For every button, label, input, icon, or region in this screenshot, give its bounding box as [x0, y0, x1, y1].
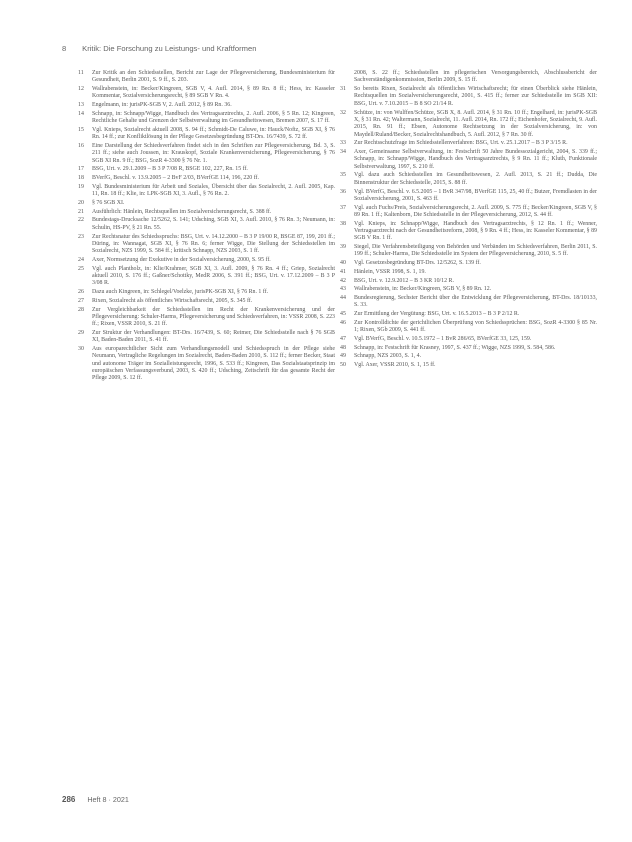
footnote-text: Vgl. BVerfG, Beschl. v. 10.5.1972 – 1 BvR 286/65, BVerfGE 33, 125, 159. [354, 335, 532, 342]
footnote-number: 47 [340, 335, 346, 342]
footnote [342, 336, 597, 343]
footnote-text: Vgl. auch Plantholz, in: Klie/Krahmer, SGB XI, 3. Aufl. 2009, § 76 Rn. 4 ff.; Griep, Sozialrecht aktuell 2010, S. 176 ff.; Gaßner/Schottky, MedR 2006, S. 391 ff.; BSG, Urt. v. 17.12.2009 – B 3 P 3/08 R. [92, 265, 335, 287]
footnote-number: 46 [340, 319, 346, 326]
footnote-number: 21 [78, 208, 84, 215]
footnote [80, 86, 335, 101]
footnote [342, 278, 597, 285]
footnote-text: Schnapp, in: Schnapp/Wigge, Handbuch des Vertragsarztrechts, 2. Aufl. 2006, § 5 Rn. 12; Kingreen, Rechtliche Gehalte und Grenzen der Selbstverwaltung im Gesundheitswesen, Bremen 2007, S. 17 ff. [92, 110, 335, 125]
footnote [80, 175, 335, 182]
footnote-text: Wallrabenstein, in: Becker/Kingreen, SGB V, § 89 Rn. 12. [354, 286, 492, 293]
footnote-text: Zur Struktur der Verhandlungen: BT-Drs. 16/7439, S. 60; Reimer, Die Schiedsstelle nach § 76 SGB XI, Baden-Baden 2011, S. 41 ff. [92, 330, 335, 344]
footnote-text: BVerfG, Beschl. v. 13.9.2005 – 2 BvF 2/03, BVerfGE 114, 196, 220 ff. [92, 175, 259, 182]
footnote [80, 307, 335, 329]
footnote [80, 298, 335, 305]
footnote-number: 45 [340, 311, 346, 318]
footnote-number: 14 [78, 110, 84, 117]
footnote [80, 266, 335, 288]
footnote-number: 34 [340, 149, 346, 155]
footnote [342, 205, 597, 220]
footnote-number: 50 [340, 362, 346, 369]
footnote-text: Zur Ermittlung der Vergütung: BSG, Urt. v. 16.5.2013 – B 3 P 2/12 R. [354, 311, 520, 318]
footnote-number: 30 [78, 346, 84, 353]
footnote-text: Engelmann, in: jurisPK-SGB V, 2. Aufl. 2012, § 89 Rn. 36. [92, 102, 232, 109]
footnote [80, 184, 335, 199]
footnote [342, 244, 597, 259]
footnote-text: Bundestags-Drucksache 12/5262, S. 141; Udsching, SGB XI, 3. Aufl. 2010, § 76 Rn. 3; Neumann, in: Schulin, HS-PV, § 21 Rn. 55. [92, 217, 335, 231]
footnote [80, 330, 335, 345]
footnote-text: Wallrabenstein, in: Becker/Kingreen, SGB V, 4. Aufl. 2014, § 89 Rn. 8 ff.; Hess, in: Kasseler Kommentar, Sozialversicherungsrecht, § 89 SGB V Rn. 4. [92, 86, 335, 100]
right-footnote-column [342, 70, 597, 371]
footnote-text: § 76 SGB XI. [92, 200, 125, 207]
footnote [342, 86, 597, 108]
footnote-number: 32 [340, 109, 346, 116]
footnote-number: 12 [78, 86, 84, 93]
footnote [80, 346, 335, 383]
footnote-number: 18 [78, 175, 84, 182]
footnote [342, 110, 597, 139]
footnote-text: Axer, Gemeinsame Selbstverwaltung, in: Festschrift 50 Jahre Bundessozialgericht, 2004, S. 339 ff.; Schnapp, in: Schnapp/Wigge, Handbuch des Vertragsarztrechts, § 9 Rn. 11 ff.; Kluth, Funktionale Selbstverwaltung, 1997, S. 210 ff. [354, 149, 597, 170]
footnote-number: 25 [78, 265, 84, 272]
footnote-text: Vgl. Knieps, Sozialrecht aktuell 2008, S. 94 ff.; Schmidt-De Caluwe, in: Hauck/Noftz, SGB XI, § 76 Rn. 14 ff.; zur Konfliktlösung in der Pflege Gesetzesbegründung BT-Drs. 16/7439, S. 72 ff. [92, 126, 335, 141]
footnote-number: 33 [340, 140, 346, 147]
footnote-number: 24 [78, 256, 84, 263]
footnote [342, 269, 597, 276]
footnote-number: 39 [340, 244, 346, 251]
footnote [342, 149, 597, 171]
header-page-number: 8 [62, 44, 67, 53]
footnote-number: 22 [78, 217, 84, 224]
footnote-number: 49 [340, 353, 346, 360]
footer-page-number: 286 [62, 795, 76, 804]
footnote [342, 345, 597, 352]
footer-issue: Heft 8 · 2021 [87, 795, 129, 804]
footnote [80, 217, 335, 232]
left-footnote-column [80, 70, 335, 384]
footnote-text: Hänlein, VSSR 1998, S. 1, 19. [354, 268, 426, 275]
footnote-text: Vgl. auch Fuchs/Preis, Sozialversicherungsrecht, 2. Aufl. 2009, S. 775 ff.; Becker/Kingreen, SGB V, § 89 Rn. 1 ff.; Kaltenborn, Die Schiedsstelle in der Pflegeversicherung, 2012, S. 44 ff. [354, 204, 597, 218]
footnote-text: 2008, S. 22 ff.; Schiedsstellen im pflegerischen Versorgungsbereich, Abschlussbericht der Sachverständigenkommission, Berlin 2009, S. 15 ff. [354, 70, 597, 84]
footnote [342, 70, 597, 85]
footnote-text: Bundesregierung, Sechster Bericht über die Entwicklung der Pflegeversicherung, BT-Drs. 18/10133, S. 33. [354, 295, 597, 309]
footnote-text: Schnapp, in: Festschrift für Krasney, 1997, S. 437 ff.; Wigge, NZS 1999, S. 584, 586. [354, 344, 556, 351]
footnote-text: Schnapp, NZS 2003, S. 1, 4. [354, 353, 422, 360]
footnote-text: Rixen, Sozialrecht als öffentliches Wirtschaftsrecht, 2005, S. 345 ff. [92, 297, 253, 304]
footnote-text: Zur Vergleichbarkeit der Schiedsstellen im Recht der Krankenversicherung und der Pflegeversicherung: Schuler-Harms, Pflegeversicherung und Schiedsverfahren, in: VSSR 2008, S. 223 ff.; Rixen, VSSR 2010, S. 21 ff. [92, 306, 335, 328]
footnote-number: 44 [340, 295, 346, 302]
footnote [342, 286, 597, 293]
footnote [80, 127, 335, 142]
page-footer [62, 795, 129, 804]
footnote-text: Eine Darstellung der Schiedsverfahren findet sich in den Schriften zur Pflegeversicherung, Bd. 3, S. 211 ff.; siehe auch Joussen, in: Krauskopf, Soziale Krankenversicherung, Pflegeversicherung, § 76 SGB XI Rn. 9 ff.; BSG, SozR 4-3300 § 76 Nr. 1. [92, 143, 335, 164]
footnote-text: Zur Rechtsnatur des Schiedsspruchs: BSG, Urt. v. 14.12.2000 – B 3 P 19/00 R, BSGE 87, 199, 201 ff.; Düring, in: Wannagat, SGB XI, § 76 Rn. 6; ferner Wigge, Die Stellung der Schiedsstellen im Sozialrecht, NZS 1999, S. 584 ff.; kritisch Schnapp, NZS 2003, S. 1 ff. [92, 233, 335, 255]
footnote-number: 38 [340, 220, 346, 227]
footnote-text: Zur Kontrolldichte der gerichtlichen Überprüfung von Schiedssprüchen: BSG, SozR 4-3300 § 85 Nr. 1; Rixen, SGb 2009, S. 441 ff. [354, 319, 597, 334]
footnote-text: Aus europarechtlicher Sicht zum Verhandlungsmodell und Schiedsspruch in der Pflege siehe Neumann, Vertragliche Regelungen im Sozialrecht, Baden-Baden 2010, S. 112 ff.; ferner Becker, Staat und autonome Träger im Sozialleistungsrecht, 1996, S. 533 ff.; Kingreen, Das Sozialstaatsprinzip im europäischen Verfassungsverbund, 2003, S. 420 ff.; Udsching, Zeitschrift für das gesamte Recht der Pflege 2009, S. 12 ff. [92, 346, 335, 382]
footnote [80, 70, 335, 85]
footnote [342, 189, 597, 204]
footnote-number: 48 [340, 344, 346, 351]
footnote-text: BSG, Urt. v. 29.1.2009 – B 3 P 7/08 R, BSGE 102, 227, Rn. 15 ff. [92, 166, 248, 173]
footnote [342, 172, 597, 187]
footnote-number: 17 [78, 166, 84, 173]
footnote-text: Axer, Normsetzung der Exekutive in der Sozialversicherung, 2000, S. 95 ff. [92, 256, 271, 263]
footnote [80, 234, 335, 256]
footnote [80, 102, 335, 109]
footnote-text: Vgl. BVerfG, Beschl. v. 6.5.2005 – 1 BvR 347/98, BVerfGE 115, 25, 40 ff.; Butzer, Fremdlasten in der Sozialversicherung, 2001, S. 463 ff. [354, 188, 597, 202]
footnote-text: Vgl. dazu auch Schiedsstellen im Gesundheitswesen, 2. Aufl. 2013, S. 21 ff.; Dudda, Die Binnenstruktur der Schiedsstelle, 2015, S. 88 ff. [354, 172, 597, 186]
footnote [80, 143, 335, 165]
footnote-number: 20 [78, 200, 84, 207]
footnote-number: 27 [78, 297, 84, 304]
footnote-text: Vgl. Knieps, in: Schnapp/Wigge, Handbuch des Vertragsarztrechts, § 12 Rn. 1 ff.; Wenner, Vertragsarztrecht nach der Gesundheitsreform, 2008, § 9 Rn. 4 ff.; Hess, in: Kasseler Kommentar, § 89 SGB V Rn. 1 ff. [354, 220, 597, 242]
footnote-number: 26 [78, 289, 84, 296]
footnote-number: 43 [340, 286, 346, 293]
footnote-number: 36 [340, 188, 346, 195]
footnote-number: 19 [78, 183, 84, 190]
footnote-number: 40 [340, 260, 346, 267]
footnote-text: Vgl. Gesetzesbegründung BT-Drs. 12/5262, S. 139 ff. [354, 260, 481, 267]
footnote [342, 140, 597, 147]
footnote-text: Vgl. Axer, VSSR 2010, S. 1, 15 ff. [354, 362, 436, 369]
footnote [342, 320, 597, 335]
footnote [342, 362, 597, 369]
header-title: Kritik: Die Forschung zu Leistungs- und Kraftformen [82, 44, 257, 53]
footnote-text: Dazu auch Kingreen, in: Schlegel/Voelzke, jurisPK-SGB XI, § 76 Rn. 1 ff. [92, 289, 269, 296]
footnote [342, 221, 597, 243]
footnote-number: 42 [340, 277, 346, 284]
footnote-number: 29 [78, 330, 84, 337]
footnote [342, 311, 597, 318]
footnote [342, 295, 597, 310]
footnote [80, 200, 335, 207]
footnote-text: BSG, Urt. v. 12.9.2012 – B 3 KR 10/12 R. [354, 277, 454, 284]
footnote [80, 209, 335, 216]
footnote-text: Zur Rechtsschutzfrage im Schiedsstellenverfahren: BSG, Urt. v. 25.1.2017 – B 3 P 3/15 R. [354, 140, 568, 147]
footnote-number: 37 [340, 204, 346, 211]
footnote-text: Ausführlich: Hänlein, Rechtsquellen im Sozialversicherungsrecht, S. 388 ff. [92, 208, 272, 215]
footnote-number: 23 [78, 233, 84, 240]
footnote-text: Siegel, Die Verfahrensbeteiligung von Behörden und Verbänden im Schiedsverfahren, Berlin 2011, S. 199 ff.; Schuler-Harms, Die Schiedsstelle im System der Pflegeversicherung, 2010, S. 5 ff. [354, 244, 597, 258]
footnote-text: Schütze, in: von Wulffen/Schütze, SGB X, 8. Aufl. 2014, § 31 Rn. 10 ff.; Engelhard, in: jurisPK-SGB X, § 31 Rn. 42; Waltermann, Sozialrecht, 11. Aufl. 2014, Rn. 172 ff.; Eichenhofer, Sozialrecht, 9. Aufl. 2015, Rn. 91 ff.; Ebsen, Autonome Rechtsetzung in der Sozialversicherung, in: von Maydell/Ruland/Becker, Sozialrechtshandbuch, 5. Aufl. 2012, § 7 Rn. 30 ff. [354, 109, 597, 138]
footnote-number: 11 [78, 70, 84, 76]
footnote-text: So bereits Rixen, Sozialrecht als öffentliches Wirtschaftsrecht; für einen Überblick siehe Hänlein, Rechtsquellen im Sozialversicherungsrecht, 2001, S. 415 ff.; ferner zur Schiedsstelle im SGB XII: BSG, Urt. v. 7.10.2015 – B 8 SO 21/14 R. [354, 86, 597, 107]
footnote [80, 289, 335, 296]
footnote-number: 15 [78, 126, 84, 133]
footnote [80, 257, 335, 264]
footnote-number: 31 [340, 86, 346, 93]
footnote-number: 35 [340, 172, 346, 179]
footnote [80, 166, 335, 173]
footnote [80, 111, 335, 126]
footnote-text: Zur Kritik an den Schiedsstellen, Bericht zur Lage der Pflegeversicherung, Bundesministerium für Gesundheit, Berlin 2001, S. 9 ff., S. 203. [92, 70, 335, 84]
footnote [342, 260, 597, 267]
footnote-number: 28 [78, 306, 84, 313]
footnote-number: 16 [78, 143, 84, 150]
footnote-number: 41 [340, 268, 346, 275]
footnote-text: Vgl. Bundesministerium für Arbeit und Soziales, Übersicht über das Sozialrecht, 2. Aufl. 2005, Kap. 11, Rn. 18 ff.; Klie, in: LPK-SGB XI, 3. Aufl., § 76 Rn. 2. [92, 183, 335, 198]
running-header [62, 44, 256, 53]
footnote [342, 353, 597, 360]
footnote-number: 13 [78, 102, 84, 109]
